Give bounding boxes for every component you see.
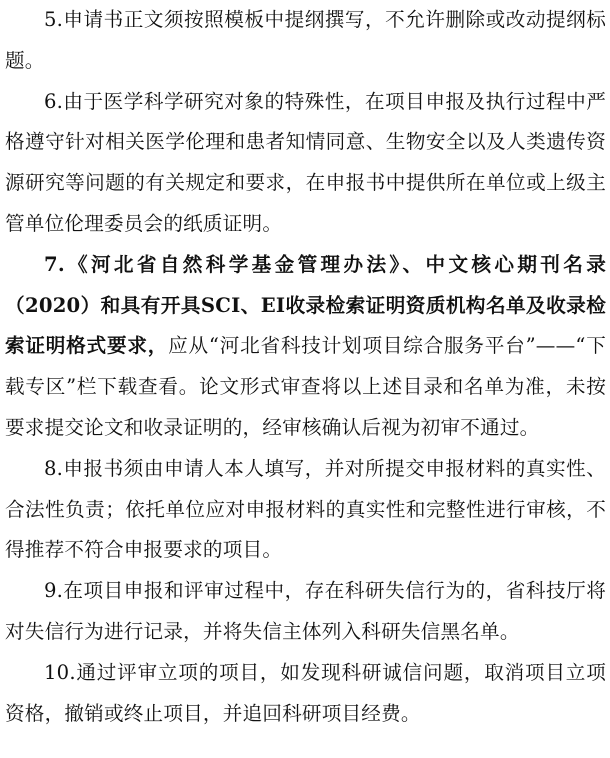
paragraph-text: 8.申报书须由申请人本人填写，并对所提交申报材料的真实性、合法性负责；依托单位应对申报材料的真实性和完整性进行审核，不得推荐不符合申报要求的项目。 <box>5 456 606 562</box>
paragraph-text: 应从“河北省科技计划项目综合服务平台”——“下载专区”栏下载查看。论文形式审查将以上述目录和名单为准，未按要求提交论文和收录证明的，经审核确认后视为初审不通过。 <box>5 334 606 439</box>
paragraph-item-7 <box>5 245 606 449</box>
paragraph-item-9 <box>5 571 606 653</box>
paragraph-text: 6.由于医学科学研究对象的特殊性，在项目申报及执行过程中严格遵守针对相关医学伦理和患者知情同意、生物安全以及人类遗传资源研究等问题的有关规定和要求，在申报书中提供所在单位或上级主管单位伦理委员会的纸质证明。 <box>5 89 606 235</box>
paragraph-text: 10.通过评审立项的项目，如发现科研诚信问题，取消项目立项资格，撤销或终止项目，并追回科研项目经费。 <box>5 660 606 725</box>
paragraph-item-8 <box>5 449 606 571</box>
paragraph-bold-text: 7.《河北省自然科学基金管理办法》、中文核心期刊名录（2020）和具有开具SCI、EI收录检索证明资质机构名单及收录检索证明格式要求， <box>5 252 606 358</box>
paragraph-item-10 <box>5 653 606 735</box>
paragraph-text: 5.申请书正文须按照模板中提纲撰写，不允许删除或改动提纲标题。 <box>5 8 606 72</box>
paragraph-item-5 <box>5 0 606 82</box>
paragraph-text: 9.在项目申报和评审过程中，存在科研失信行为的，省科技厅将对失信行为进行记录，并将失信主体列入科研失信黑名单。 <box>5 579 606 643</box>
paragraph-item-6 <box>5 82 606 245</box>
